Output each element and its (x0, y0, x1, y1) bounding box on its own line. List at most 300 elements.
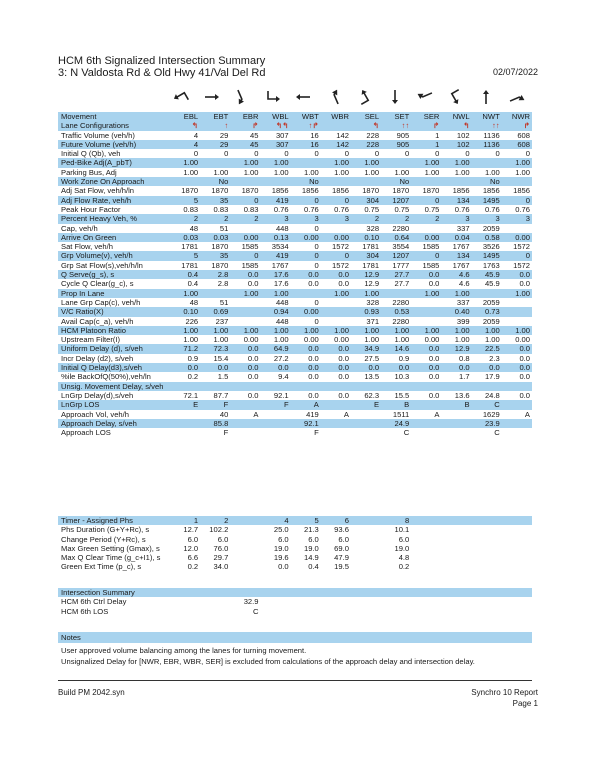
intersection-summary-table (58, 588, 532, 616)
table-cell: 0.10 (351, 233, 381, 242)
table-cell (291, 597, 321, 606)
table-cell: 27.7 (381, 270, 411, 279)
table-cell: 228 (351, 131, 381, 140)
table-cell: SER (411, 112, 441, 121)
row-label: Work Zone On Approach (58, 177, 170, 186)
table-cell: 13.6 (441, 391, 471, 400)
table-cell: 1856 (260, 186, 290, 195)
table-cell: 3 (472, 214, 502, 223)
table-cell: 0 (411, 196, 441, 205)
table-cell: 2.3 (472, 354, 502, 363)
row-label: Phs Duration (G+Y+Rc), s (58, 525, 170, 534)
table-cell (230, 298, 260, 307)
table-cell: 0 (291, 149, 321, 158)
table-cell: 2 (170, 214, 200, 223)
row-label: Avail Cap(c_a), veh/h (58, 317, 170, 326)
table-cell: 32.9 (230, 597, 260, 606)
table-cell: 16 (291, 140, 321, 149)
table-cell (441, 382, 471, 391)
table-row (58, 419, 532, 428)
table-cell (260, 588, 290, 597)
table-cell: 0 (291, 224, 321, 233)
table-cell: 2280 (381, 298, 411, 307)
table-cell: 2 (200, 516, 230, 525)
table-cell: A (321, 410, 351, 419)
turn-left-arrow-icon (166, 82, 197, 112)
table-cell: 29 (200, 140, 230, 149)
table-cell (502, 317, 532, 326)
table-cell: 19.0 (291, 544, 321, 553)
table-cell (411, 177, 441, 186)
table-cell: 1.00 (351, 168, 381, 177)
table-cell: 0 (411, 251, 441, 260)
table-cell: 1.00 (321, 158, 351, 167)
table-cell: 0.73 (472, 307, 502, 316)
table-cell (351, 607, 381, 616)
table-cell: 0.0 (200, 363, 230, 372)
table-cell: 0.76 (321, 205, 351, 214)
table-cell: 1.00 (291, 168, 321, 177)
turn-right-arrow-icon (319, 82, 350, 112)
table-cell: 76.0 (200, 544, 230, 553)
table-cell: 6.0 (291, 535, 321, 544)
table-cell: 35 (200, 196, 230, 205)
timer-table (58, 516, 532, 572)
table-cell: 1870 (200, 242, 230, 251)
table-row (58, 410, 532, 419)
table-cell: 3 (321, 214, 351, 223)
table-cell: 1856 (502, 186, 532, 195)
table-cell: 0.2 (381, 562, 411, 571)
table-cell: 399 (441, 317, 471, 326)
row-label: Max Q Clear Time (g_c+I1), s (58, 553, 170, 562)
table-cell: 2059 (472, 224, 502, 233)
table-cell: 0 (502, 149, 532, 158)
table-cell (441, 516, 471, 525)
table-cell: 0.0 (411, 354, 441, 363)
table-row (58, 597, 532, 606)
table-cell: 1767 (441, 261, 471, 270)
table-row (58, 279, 532, 288)
table-cell: 12.0 (170, 544, 200, 553)
table-cell: 102 (441, 131, 471, 140)
table-cell: F (200, 400, 230, 409)
table-cell: 1870 (200, 261, 230, 270)
row-label: Lane Configurations (58, 121, 170, 130)
table-cell: 1629 (472, 410, 502, 419)
table-cell (502, 428, 532, 437)
table-row (58, 186, 532, 195)
table-cell: 6.0 (200, 535, 230, 544)
row-label: Parking Bus, Adj (58, 168, 170, 177)
table-cell: 0 (411, 149, 441, 158)
row-label: Cycle Q Clear(g_c), s (58, 279, 170, 288)
table-cell: 419 (260, 251, 290, 260)
table-row (58, 214, 532, 223)
table-cell (411, 544, 441, 553)
table-cell: 2 (381, 214, 411, 223)
table-row (58, 525, 532, 534)
table-cell (441, 525, 471, 534)
footer-file: Build PM 2042.syn (58, 688, 125, 697)
table-cell (321, 428, 351, 437)
table-cell (321, 298, 351, 307)
table-cell: 1 (411, 131, 441, 140)
table-cell: 0.03 (170, 233, 200, 242)
table-cell: 12.9 (441, 344, 471, 353)
table-cell (351, 588, 381, 597)
table-cell: EBL (170, 112, 200, 121)
table-cell (260, 428, 290, 437)
table-cell: 0.0 (321, 372, 351, 381)
table-row (58, 428, 532, 437)
table-cell: 1.00 (502, 326, 532, 335)
table-cell: 51 (200, 224, 230, 233)
table-cell: 1870 (200, 186, 230, 195)
table-cell: 0.0 (351, 363, 381, 372)
table-cell: 1136 (472, 131, 502, 140)
table-cell (230, 516, 260, 525)
table-cell: 328 (351, 298, 381, 307)
table-cell (200, 607, 230, 616)
table-cell: 0.0 (230, 344, 260, 353)
table-cell (291, 588, 321, 597)
table-cell (441, 410, 471, 419)
table-cell (472, 562, 502, 571)
table-cell: 27.2 (260, 354, 290, 363)
table-cell (472, 289, 502, 298)
table-cell: 0 (502, 196, 532, 205)
table-cell: 0.76 (502, 205, 532, 214)
table-cell: A (502, 410, 532, 419)
table-cell: 64.9 (260, 344, 290, 353)
table-cell: 0 (260, 149, 290, 158)
table-cell (351, 525, 381, 534)
table-cell: No (381, 177, 411, 186)
note-line: Unsignalized Delay for [NWR, EBR, WBR, SER] is excluded from calculations of the approach delay and intersection delay. (61, 657, 475, 666)
table-cell (170, 597, 200, 606)
table-cell: 1777 (381, 261, 411, 270)
table-cell (441, 428, 471, 437)
table-cell: 15.4 (200, 354, 230, 363)
table-cell: 0 (170, 149, 200, 158)
table-cell (411, 400, 441, 409)
intersection-name: 3: N Valdosta Rd & Old Hwy 41/Val Del Rd (58, 67, 266, 79)
table-cell (472, 597, 502, 606)
table-cell: EBT (200, 112, 230, 121)
table-row (58, 553, 532, 562)
table-cell: 1.00 (321, 326, 351, 335)
table-cell (411, 553, 441, 562)
table-cell (260, 607, 290, 616)
table-cell: 0.76 (291, 205, 321, 214)
table-row (58, 335, 532, 344)
row-label: Percent Heavy Veh, % (58, 214, 170, 223)
table-row (58, 400, 532, 409)
table-cell: 337 (441, 224, 471, 233)
table-cell: 0.0 (321, 270, 351, 279)
table-cell: 237 (200, 317, 230, 326)
row-label: Intersection Summary (58, 588, 170, 597)
table-cell (351, 597, 381, 606)
table-cell: 1.00 (502, 289, 532, 298)
table-cell: 40 (200, 410, 230, 419)
table-cell: 0.83 (200, 205, 230, 214)
table-cell: 0.2 (170, 562, 200, 571)
table-cell (230, 177, 260, 186)
table-cell: 1.00 (472, 326, 502, 335)
table-cell: A (411, 410, 441, 419)
table-cell: 27.5 (351, 354, 381, 363)
table-cell: 1572 (502, 242, 532, 251)
table-cell: 608 (502, 131, 532, 140)
row-label: Uniform Delay (d), s/veh (58, 344, 170, 353)
table-cell: 93.6 (321, 525, 351, 534)
table-cell: 0.0 (230, 391, 260, 400)
table-cell: 0.0 (502, 372, 532, 381)
table-cell (351, 382, 381, 391)
table-cell: 1.00 (472, 168, 502, 177)
table-cell: 1.00 (351, 326, 381, 335)
table-cell (230, 535, 260, 544)
row-label: Timer - Assigned Phs (58, 516, 170, 525)
row-label: Cap, veh/h (58, 224, 170, 233)
table-row (58, 326, 532, 335)
table-cell: 1572 (502, 261, 532, 270)
table-cell: 0.4 (170, 270, 200, 279)
table-cell (260, 597, 290, 606)
table-cell: 0.00 (230, 233, 260, 242)
table-cell (351, 544, 381, 553)
table-cell: 0.8 (441, 354, 471, 363)
table-cell (441, 607, 471, 616)
table-cell: 0.2 (170, 372, 200, 381)
table-cell: 69.0 (321, 544, 351, 553)
table-cell: 0.0 (291, 372, 321, 381)
table-cell: 16 (291, 131, 321, 140)
table-cell: 1572 (321, 261, 351, 270)
table-cell: 1.00 (411, 289, 441, 298)
table-row (58, 270, 532, 279)
table-cell (200, 382, 230, 391)
table-cell: 0.0 (230, 363, 260, 372)
table-row (58, 140, 532, 149)
table-cell (230, 525, 260, 534)
table-cell: 17.6 (260, 270, 290, 279)
table-cell: 1.00 (260, 335, 290, 344)
table-cell: 0.0 (411, 372, 441, 381)
table-cell (411, 382, 441, 391)
table-cell: 0.40 (441, 307, 471, 316)
table-cell: 92.1 (260, 391, 290, 400)
turn-right-arrow-icon (502, 82, 533, 112)
row-label: Future Volume (veh/h) (58, 140, 170, 149)
table-cell: 1.00 (381, 168, 411, 177)
table-cell: 328 (351, 224, 381, 233)
through-arrow-icon (380, 82, 411, 112)
table-cell: 905 (381, 140, 411, 149)
table-cell: ↱ (411, 121, 441, 130)
table-cell: 0.69 (200, 307, 230, 316)
row-label: HCM 6th Ctrl Delay (58, 597, 170, 606)
table-cell: 14.6 (381, 344, 411, 353)
table-cell: 4.6 (441, 279, 471, 288)
table-cell: 0.0 (411, 391, 441, 400)
table-cell: 0 (291, 298, 321, 307)
table-cell: 0.0 (411, 279, 441, 288)
table-cell (472, 535, 502, 544)
table-cell: 905 (381, 131, 411, 140)
table-row (58, 196, 532, 205)
table-cell: 0.0 (502, 354, 532, 363)
table-cell: 0.04 (441, 233, 471, 242)
table-cell: WBL (260, 112, 290, 121)
table-cell: 0.0 (411, 270, 441, 279)
table-cell: 0.0 (502, 279, 532, 288)
table-cell: 1870 (411, 186, 441, 195)
row-label: Approach LOS (58, 428, 170, 437)
table-cell: 1767 (260, 261, 290, 270)
table-cell (381, 158, 411, 167)
table-cell: 1870 (170, 186, 200, 195)
table-cell: F (260, 400, 290, 409)
table-cell (260, 419, 290, 428)
table-row (58, 607, 532, 616)
table-cell: 1.00 (441, 158, 471, 167)
table-cell: 1.00 (170, 326, 200, 335)
table-cell (321, 307, 351, 316)
table-cell: 51 (200, 298, 230, 307)
table-cell (502, 607, 532, 616)
table-cell: 2.8 (200, 279, 230, 288)
table-cell: 1207 (381, 251, 411, 260)
table-cell (411, 535, 441, 544)
table-cell: 0.94 (260, 307, 290, 316)
table-cell: 0.0 (321, 354, 351, 363)
table-cell: No (472, 177, 502, 186)
table-cell: 371 (351, 317, 381, 326)
table-cell (351, 428, 381, 437)
table-cell: 3526 (472, 242, 502, 251)
table-cell: 48 (170, 298, 200, 307)
table-row (58, 205, 532, 214)
table-cell: 6 (321, 516, 351, 525)
table-row (58, 344, 532, 353)
table-cell: 1.00 (411, 158, 441, 167)
footer-report: Synchro 10 Report (471, 688, 538, 697)
table-cell: 1870 (230, 186, 260, 195)
table-cell (321, 317, 351, 326)
table-cell: 337 (441, 298, 471, 307)
table-cell: 14.9 (291, 553, 321, 562)
table-cell (441, 535, 471, 544)
table-cell (441, 588, 471, 597)
table-cell (381, 597, 411, 606)
table-cell: ↑↱ (291, 121, 321, 130)
table-row (58, 112, 532, 121)
table-row (58, 391, 532, 400)
row-label: Change Period (Y+Rc), s (58, 535, 170, 544)
table-cell: WBT (291, 112, 321, 121)
table-cell: 45 (230, 140, 260, 149)
table-row (58, 168, 532, 177)
table-cell: 1870 (381, 186, 411, 195)
row-label: Approach Delay, s/veh (58, 419, 170, 428)
row-label: Incr Delay (d2), s/veh (58, 354, 170, 363)
table-cell: 1.00 (351, 289, 381, 298)
footer-divider (58, 680, 532, 681)
table-cell: 72.1 (170, 391, 200, 400)
table-cell: 3554 (381, 242, 411, 251)
table-cell (351, 562, 381, 571)
table-cell: 0.0 (230, 354, 260, 363)
row-label: Initial Q (Qb), veh (58, 149, 170, 158)
table-cell (472, 382, 502, 391)
table-row (58, 354, 532, 363)
table-cell: 27.7 (381, 279, 411, 288)
table-cell: 0.9 (170, 354, 200, 363)
report-date: 02/07/2022 (492, 67, 538, 77)
table-cell: 0 (291, 317, 321, 326)
table-cell: 1781 (170, 242, 200, 251)
table-cell: 1.00 (411, 326, 441, 335)
table-cell: 12.9 (351, 270, 381, 279)
table-row (58, 131, 532, 140)
row-label: Arrive On Green (58, 233, 170, 242)
table-cell: 142 (321, 131, 351, 140)
table-cell: 1.00 (321, 289, 351, 298)
table-cell: 34.9 (351, 344, 381, 353)
table-cell: 4 (170, 140, 200, 149)
table-cell: 6.6 (170, 553, 200, 562)
table-cell (472, 158, 502, 167)
table-cell: 0 (291, 261, 321, 270)
table-cell (441, 597, 471, 606)
table-cell: 17.9 (472, 372, 502, 381)
table-cell: NWT (472, 112, 502, 121)
table-cell (381, 382, 411, 391)
table-cell: 0.0 (321, 391, 351, 400)
table-cell: 5 (170, 251, 200, 260)
table-cell: 1.00 (230, 158, 260, 167)
table-cell: 608 (502, 140, 532, 149)
table-cell: 1 (411, 140, 441, 149)
table-cell (321, 400, 351, 409)
table-cell: 1.00 (351, 335, 381, 344)
turn-left-arrow-icon (349, 82, 380, 112)
table-cell: 0.00 (291, 335, 321, 344)
table-cell: 1.00 (230, 168, 260, 177)
table-cell: 5 (170, 196, 200, 205)
table-row (58, 363, 532, 372)
table-cell (351, 516, 381, 525)
table-cell: 0.0 (230, 270, 260, 279)
table-cell: 19.0 (381, 544, 411, 553)
table-cell (260, 410, 290, 419)
table-cell (170, 382, 200, 391)
table-cell: 3 (502, 214, 532, 223)
table-cell: 2.8 (200, 270, 230, 279)
table-cell: 1.00 (260, 289, 290, 298)
table-cell: 4.8 (381, 553, 411, 562)
table-row (58, 177, 532, 186)
table-cell (502, 419, 532, 428)
row-label: Unsig. Movement Delay, s/veh (58, 382, 170, 391)
table-cell: No (291, 177, 321, 186)
table-cell: 0 (230, 149, 260, 158)
row-label: Upstream Filter(I) (58, 335, 170, 344)
table-cell: 0.00 (291, 233, 321, 242)
